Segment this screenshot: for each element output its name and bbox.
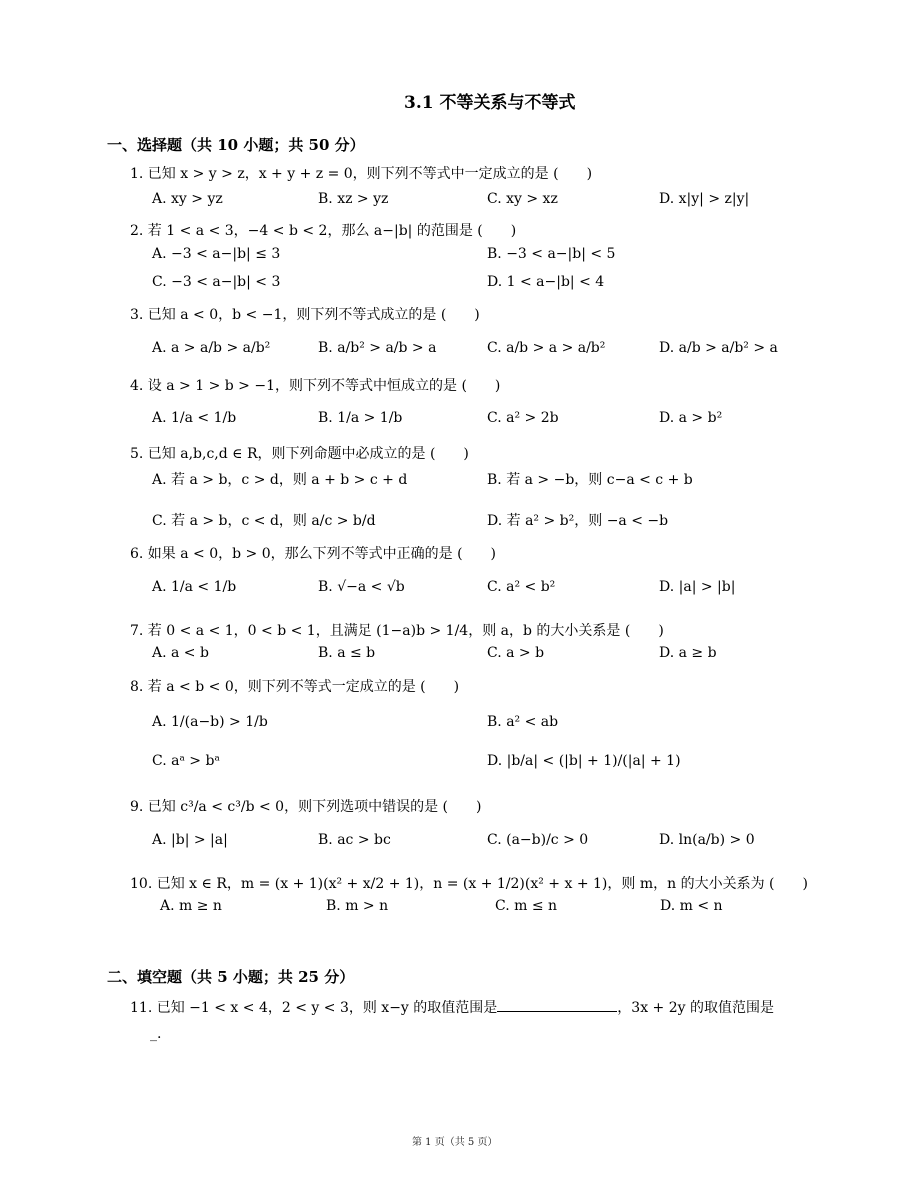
question-stem: 10. 已知 x ∈ R，m = (x + 1)(x² + x/2 + 1)，n = (x + 1/2)(x² + x + 1)，则 m，n 的大小关系为 ( ) [130,876,808,892]
option-a: A. −3 < a−|b| ≤ 3 [152,246,281,262]
fill-question [130,997,774,1017]
option-b: B. 若 a > −b，则 c−a < c + b [487,472,693,488]
option-b: B. −3 < a−|b| < 5 [487,246,616,262]
option-a: A. m ≥ n [160,898,222,914]
question-stem: 6. 如果 a < 0，b > 0，那么下列不等式中正确的是 ( ) [130,546,497,562]
fill-question-tail: _. [150,1026,162,1042]
option-b: B. 1/a > 1/b [318,410,403,426]
option-b: B. √−a < √b [318,579,405,595]
question-stem: 5. 已知 a,b,c,d ∈ R，则下列命题中必成立的是 ( ) [130,446,469,462]
question-stem: 1. 已知 x > y > z，x + y + z = 0，则下列不等式中一定成立的是 ( ) [130,166,593,182]
question-stem: 3. 已知 a < 0，b < −1，则下列不等式成立的是 ( ) [130,307,480,323]
option-a: A. a > a/b > a/b² [152,340,271,356]
option-d: D. ln(a/b) > 0 [659,832,755,848]
question-stem: 9. 已知 c³/a < c³/b < 0，则下列选项中错误的是 ( ) [130,799,482,815]
option-c: C. aᵃ > bᵃ [152,753,220,769]
option-c: C. a² < b² [487,579,556,595]
option-a: A. a < b [152,645,209,661]
page-title: 3.1 不等关系与不等式 [404,93,576,113]
option-d: D. a/b > a/b² > a [659,340,778,356]
question-stem: 7. 若 0 < a < 1，0 < b < 1，且满足 (1−a)b > 1/4，则 a，b 的大小关系是 ( ) [130,623,664,639]
option-a: A. 若 a > b，c > d，则 a + b > c + d [152,472,408,488]
section-heading-fill: 二、填空题（共 5 小题；共 25 分） [107,968,355,986]
option-b: B. xz > yz [318,191,389,207]
option-c: C. a > b [487,645,545,661]
section-heading-choice: 一、选择题（共 10 小题；共 50 分） [107,136,365,154]
option-d: D. x|y| > z|y| [659,191,750,207]
option-b: B. a² < ab [487,714,559,730]
option-d: D. |a| > |b| [659,579,736,595]
option-d: D. 1 < a−|b| < 4 [487,274,605,290]
option-b: B. a/b² > a/b > a [318,340,437,356]
option-b: B. ac > bc [318,832,391,848]
option-a: A. 1/a < 1/b [152,410,237,426]
option-d: D. a ≥ b [659,645,717,661]
option-a: A. 1/a < 1/b [152,579,237,595]
option-c: C. (a−b)/c > 0 [487,832,589,848]
option-c: C. m ≤ n [495,898,558,914]
option-d: D. |b/a| < (|b| + 1)/(|a| + 1) [487,753,681,769]
option-c: C. a/b > a > a/b² [487,340,606,356]
option-a: A. 1/(a−b) > 1/b [152,714,268,730]
option-d: D. m < n [660,898,723,914]
answer-blank[interactable] [497,1001,617,1012]
option-a: A. |b| > |a| [152,832,228,848]
question-stem: 4. 设 a > 1 > b > −1，则下列不等式中恒成立的是 ( ) [130,378,501,394]
option-c: C. a² > 2b [487,410,559,426]
option-c: C. xy > xz [487,191,558,207]
question-stem: 8. 若 a < b < 0，则下列不等式一定成立的是 ( ) [130,679,460,695]
option-c: C. −3 < a−|b| < 3 [152,274,281,290]
option-c: C. 若 a > b，c < d，则 a/c > b/d [152,513,376,529]
option-d: D. a > b² [659,410,723,426]
option-d: D. 若 a² > b²，则 −a < −b [487,513,669,529]
fill-question-prefix: 11. 已知 −1 < x < 4，2 < y < 3，则 x−y 的取值范围是 [130,1000,498,1016]
option-b: B. a ≤ b [318,645,376,661]
question-stem: 2. 若 1 < a < 3，−4 < b < 2，那么 a−|b| 的范围是 ( ) [130,223,517,239]
fill-question-middle: ，3x + 2y 的取值范围是 [617,1000,774,1016]
option-a: A. xy > yz [152,191,223,207]
page-footer: 第 1 页（共 5 页） [412,1137,498,1148]
option-b: B. m > n [326,898,389,914]
